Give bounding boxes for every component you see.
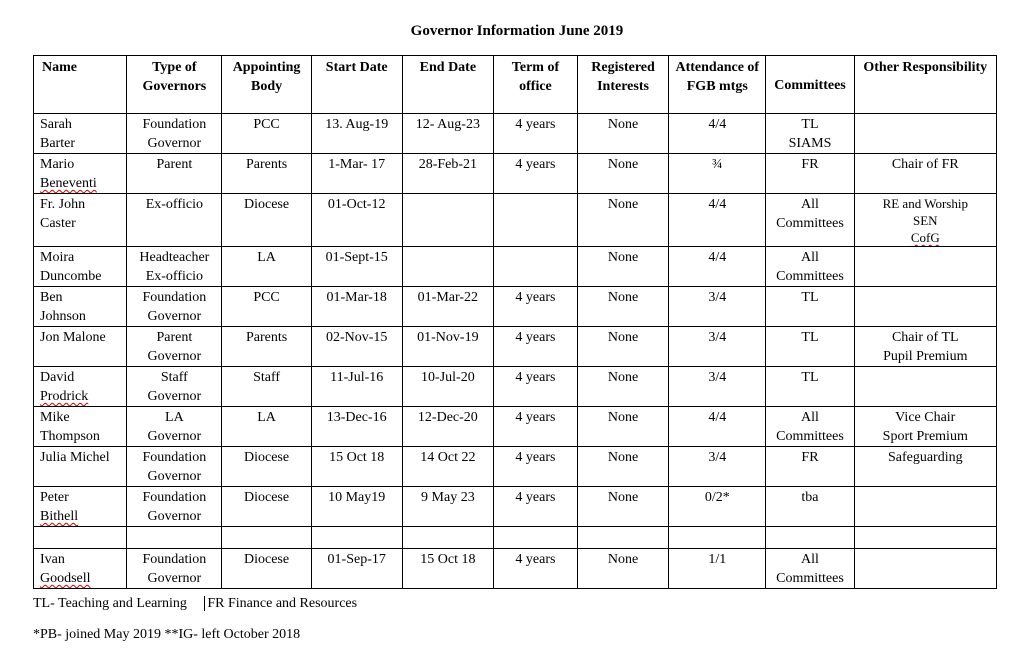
- cell-appointing-body: LA: [222, 407, 311, 447]
- cell-other: [854, 114, 996, 154]
- committee-line: All: [801, 410, 819, 425]
- responsibility-line: Chair of FR: [891, 157, 959, 172]
- responsibility-line: SEN: [912, 213, 938, 228]
- cell-start-date: 13. Aug-19: [311, 114, 402, 154]
- cell-start-date: 01-Sept-15: [311, 247, 402, 287]
- legend-fr-abbr: FR: [204, 596, 224, 611]
- cell-name: [34, 247, 127, 287]
- empty-cell: [127, 527, 222, 549]
- cell-start-date: 15 Oct 18: [311, 447, 402, 487]
- type-line: Governor: [147, 349, 202, 364]
- cell-type: [127, 154, 222, 194]
- governor-table: [33, 55, 997, 589]
- cell-name: [34, 194, 127, 247]
- cell-other: [854, 287, 996, 327]
- responsibility-line: Chair of TL: [891, 330, 959, 345]
- committee-line: Committees: [776, 571, 844, 586]
- committee-line: SIAMS: [788, 136, 832, 151]
- responsibility-line: Pupil Premium: [883, 349, 968, 364]
- cell-attendance: 4/4: [669, 114, 766, 154]
- empty-cell: [311, 527, 402, 549]
- table-row: [34, 447, 997, 487]
- committee-line: TL: [801, 290, 819, 305]
- responsibility-line: Vice Chair: [895, 410, 956, 425]
- cell-other: [854, 407, 996, 447]
- legend-fr-text: Finance and Resources: [228, 596, 358, 611]
- governor-first-name: Sarah: [40, 117, 72, 132]
- empty-cell: [669, 527, 766, 549]
- governor-last-name: Goodsell: [40, 571, 91, 586]
- table-row: [34, 327, 997, 367]
- type-line: Ex-officio: [145, 197, 203, 212]
- type-line: Governor: [147, 429, 202, 444]
- cell-interests: None: [577, 247, 668, 287]
- governor-last-name: Caster: [40, 216, 76, 231]
- cell-start-date: 01-Sep-17: [311, 549, 402, 589]
- column-header-appointing-body: Appointing Body: [222, 56, 311, 114]
- cell-end-date: 01-Mar-22: [402, 287, 493, 327]
- cell-start-date: 1-Mar- 17: [311, 154, 402, 194]
- committee-line: tba: [801, 490, 819, 505]
- committee-line: TL: [801, 330, 819, 345]
- cell-interests: None: [577, 194, 668, 247]
- cell-type: [127, 247, 222, 287]
- governor-last-name: Prodrick: [40, 389, 89, 404]
- cell-name: [34, 154, 127, 194]
- governor-first-name: Mike: [40, 410, 70, 425]
- cell-term: 4 years: [493, 407, 577, 447]
- cell-name: [34, 114, 127, 154]
- cell-term: [493, 194, 577, 247]
- cell-attendance: 1/1: [669, 549, 766, 589]
- cell-type: [127, 287, 222, 327]
- column-header-end-date: End Date: [402, 56, 493, 114]
- cell-term: [493, 247, 577, 287]
- type-line: Foundation: [142, 490, 207, 505]
- cell-interests: None: [577, 367, 668, 407]
- cell-attendance: 3/4: [669, 287, 766, 327]
- cell-attendance: 3/4: [669, 367, 766, 407]
- cell-other: [854, 194, 996, 247]
- table-row: [34, 154, 997, 194]
- cell-end-date: 9 May 23: [402, 487, 493, 527]
- type-line: Governor: [147, 389, 202, 404]
- committee-line: TL: [801, 370, 819, 385]
- cell-appointing-body: Parents: [222, 154, 311, 194]
- cell-committees: [766, 154, 854, 194]
- cell-end-date: [402, 247, 493, 287]
- type-line: Governor: [147, 509, 202, 524]
- governor-first-name: Mario: [40, 157, 75, 172]
- cell-other: [854, 154, 996, 194]
- cell-term: 4 years: [493, 447, 577, 487]
- governor-first-name: Fr. John: [40, 197, 86, 212]
- cell-appointing-body: LA: [222, 247, 311, 287]
- cell-type: [127, 407, 222, 447]
- cell-other: [854, 549, 996, 589]
- type-line: Governor: [147, 469, 202, 484]
- responsibility-line: RE and Worship: [882, 196, 968, 211]
- cell-committees: [766, 549, 854, 589]
- cell-attendance: 3/4: [669, 327, 766, 367]
- cell-start-date: 01-Oct-12: [311, 194, 402, 247]
- column-header-name: Name: [34, 56, 127, 114]
- cell-interests: None: [577, 114, 668, 154]
- cell-end-date: 15 Oct 18: [402, 549, 493, 589]
- cell-other: [854, 487, 996, 527]
- type-line: Foundation: [142, 552, 207, 567]
- cell-start-date: 02-Nov-15: [311, 327, 402, 367]
- empty-cell: [402, 527, 493, 549]
- cell-end-date: [402, 194, 493, 247]
- type-line: Foundation: [142, 450, 207, 465]
- cell-end-date: 10-Jul-20: [402, 367, 493, 407]
- cell-type: [127, 327, 222, 367]
- table-row: [34, 114, 997, 154]
- cell-interests: None: [577, 549, 668, 589]
- column-header-interests: Registered Interests: [577, 56, 668, 114]
- column-header-committees: Committees: [766, 56, 854, 114]
- cell-start-date: 13-Dec-16: [311, 407, 402, 447]
- table-row: [34, 367, 997, 407]
- governor-last-name: Beneventi: [40, 176, 97, 191]
- cell-term: 4 years: [493, 487, 577, 527]
- cell-attendance: 0/2*: [669, 487, 766, 527]
- empty-row: [34, 527, 997, 549]
- column-header-start-date: Start Date: [311, 56, 402, 114]
- cell-interests: None: [577, 327, 668, 367]
- column-header-term: Term of office: [493, 56, 577, 114]
- governor-last-name: Duncombe: [40, 269, 102, 284]
- governor-first-name: Peter: [40, 490, 69, 505]
- empty-cell: [34, 527, 127, 549]
- cell-committees: [766, 194, 854, 247]
- cell-committees: [766, 287, 854, 327]
- table-row: [34, 407, 997, 447]
- cell-end-date: 28-Feb-21: [402, 154, 493, 194]
- governor-first-name: Moira: [40, 250, 75, 265]
- cell-appointing-body: Staff: [222, 367, 311, 407]
- committee-line: FR: [801, 157, 819, 172]
- empty-cell: [854, 527, 996, 549]
- cell-appointing-body: Diocese: [222, 487, 311, 527]
- cell-attendance: 4/4: [669, 247, 766, 287]
- cell-committees: [766, 407, 854, 447]
- cell-appointing-body: Parents: [222, 327, 311, 367]
- committee-line: Committees: [776, 269, 844, 284]
- cell-interests: None: [577, 154, 668, 194]
- cell-type: [127, 549, 222, 589]
- cell-name: [34, 367, 127, 407]
- cell-other: [854, 247, 996, 287]
- cell-committees: [766, 247, 854, 287]
- legend: [33, 595, 357, 613]
- cell-start-date: 11-Jul-16: [311, 367, 402, 407]
- cell-other: [854, 367, 996, 407]
- cell-committees: [766, 487, 854, 527]
- cell-committees: [766, 367, 854, 407]
- type-line: Governor: [147, 309, 202, 324]
- governor-last-name: Thompson: [40, 429, 100, 444]
- cell-term: 4 years: [493, 327, 577, 367]
- cell-end-date: 12-Dec-20: [402, 407, 493, 447]
- committee-line: All: [801, 250, 819, 265]
- cell-appointing-body: Diocese: [222, 194, 311, 247]
- cell-attendance: 3/4: [669, 447, 766, 487]
- cell-attendance: 4/4: [669, 407, 766, 447]
- cell-term: 4 years: [493, 549, 577, 589]
- cell-name: [34, 407, 127, 447]
- governor-first-name: Jon Malone: [40, 330, 106, 345]
- cell-end-date: 12- Aug-23: [402, 114, 493, 154]
- cell-term: 4 years: [493, 287, 577, 327]
- type-line: Governor: [147, 571, 202, 586]
- cell-appointing-body: Diocese: [222, 549, 311, 589]
- empty-cell: [493, 527, 577, 549]
- cell-start-date: 10 May19: [311, 487, 402, 527]
- governor-last-name: Bithell: [40, 509, 79, 524]
- type-line: Parent: [156, 330, 193, 345]
- cell-attendance: ¾: [669, 154, 766, 194]
- cell-name: [34, 549, 127, 589]
- cell-type: [127, 114, 222, 154]
- table-row: [34, 487, 997, 527]
- cell-interests: None: [577, 407, 668, 447]
- cell-term: 4 years: [493, 367, 577, 407]
- committee-line: FR: [801, 450, 819, 465]
- table-row: [34, 549, 997, 589]
- governor-first-name: Ivan: [40, 552, 65, 567]
- empty-cell: [577, 527, 668, 549]
- responsibility-line: CofG: [910, 230, 940, 245]
- footnote: *PB- joined May 2019 **IG- left October 2018: [33, 627, 301, 642]
- legend-tl: TL- Teaching and Learning: [33, 596, 187, 611]
- governor-first-name: Julia Michel: [40, 450, 110, 465]
- cell-name: [34, 447, 127, 487]
- cell-interests: None: [577, 447, 668, 487]
- cell-type: [127, 367, 222, 407]
- type-line: Headteacher: [139, 250, 210, 265]
- cell-appointing-body: Diocese: [222, 447, 311, 487]
- empty-cell: [766, 527, 854, 549]
- cell-appointing-body: PCC: [222, 114, 311, 154]
- cell-type: [127, 194, 222, 247]
- governor-first-name: Ben: [40, 290, 63, 305]
- type-line: Ex-officio: [145, 269, 203, 284]
- cell-term: 4 years: [493, 114, 577, 154]
- column-header-other: Other Responsibility: [854, 56, 996, 114]
- cell-end-date: 14 Oct 22: [402, 447, 493, 487]
- type-line: Parent: [156, 157, 193, 172]
- type-line: Foundation: [142, 117, 207, 132]
- type-line: Staff: [160, 370, 188, 385]
- committee-line: TL: [801, 117, 819, 132]
- cell-interests: None: [577, 287, 668, 327]
- governor-last-name: Barter: [40, 136, 75, 151]
- table-row: [34, 287, 997, 327]
- committee-line: All: [801, 552, 819, 567]
- cell-interests: None: [577, 487, 668, 527]
- cell-term: 4 years: [493, 154, 577, 194]
- responsibility-line: Sport Premium: [882, 429, 968, 444]
- governor-first-name: David: [40, 370, 75, 385]
- governor-last-name: Johnson: [40, 309, 86, 324]
- committee-line: All: [801, 197, 819, 212]
- type-line: Foundation: [142, 290, 207, 305]
- cell-end-date: 01-Nov-19: [402, 327, 493, 367]
- committee-line: Committees: [776, 216, 844, 231]
- cell-attendance: 4/4: [669, 194, 766, 247]
- table-row: [34, 194, 997, 247]
- cell-name: [34, 287, 127, 327]
- cell-type: [127, 487, 222, 527]
- empty-cell: [222, 527, 311, 549]
- cell-other: [854, 327, 996, 367]
- cell-committees: [766, 447, 854, 487]
- type-line: Governor: [147, 136, 202, 151]
- cell-name: [34, 487, 127, 527]
- cell-name: [34, 327, 127, 367]
- cell-type: [127, 447, 222, 487]
- document-title: Governor Information June 2019: [410, 23, 624, 39]
- column-header-attendance: Attendance of FGB mtgs: [669, 56, 766, 114]
- column-header-type: Type of Governors: [127, 56, 222, 114]
- cell-start-date: 01-Mar-18: [311, 287, 402, 327]
- cell-other: [854, 447, 996, 487]
- responsibility-line: Safeguarding: [887, 450, 963, 465]
- committee-line: Committees: [776, 429, 844, 444]
- cell-committees: [766, 114, 854, 154]
- cell-committees: [766, 327, 854, 367]
- cell-appointing-body: PCC: [222, 287, 311, 327]
- table-row: [34, 247, 997, 287]
- type-line: LA: [165, 410, 184, 425]
- header-row: [34, 56, 997, 114]
